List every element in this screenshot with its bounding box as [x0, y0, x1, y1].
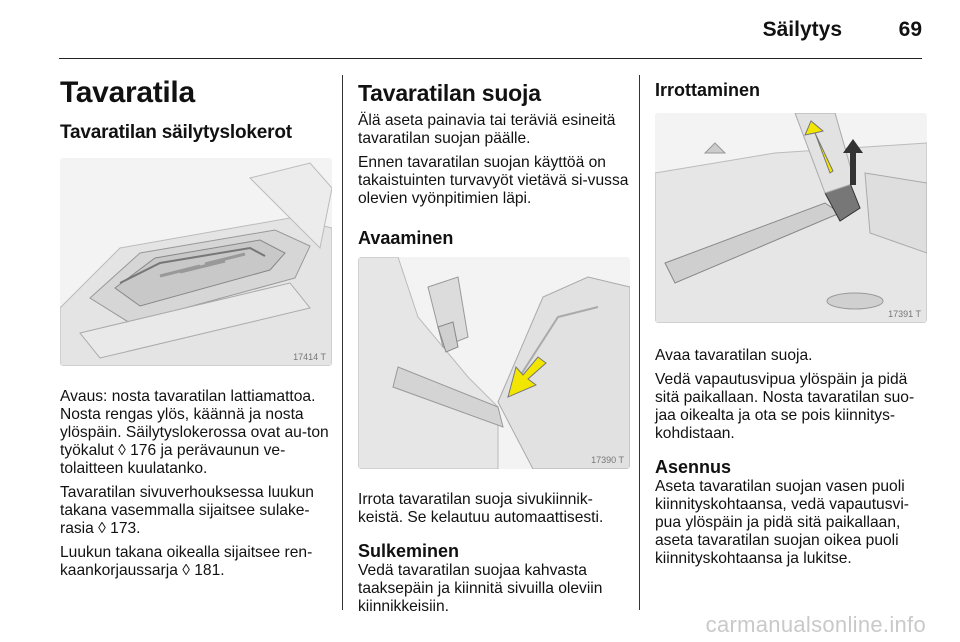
storage-compartment-illustration: [60, 158, 332, 366]
figure-code: 17414 T: [293, 352, 326, 362]
figure-code: 17391 T: [888, 309, 921, 319]
column-divider-2: [639, 75, 640, 610]
cover-heading: Tavaratilan suoja: [358, 80, 541, 106]
paragraph: Irrota tavaratilan suoja sivukiinnik-keistä. Se kelautuu automaattisesti.: [358, 491, 604, 526]
paragraph: Luukun takana oikealla sijaitsee ren-kaankorjaussarja ◊ 181.: [60, 544, 313, 579]
cover-release-illustration: [358, 257, 630, 469]
cover-removal-illustration: [655, 113, 927, 323]
paragraph: Älä aseta painavia tai teräviä esineitä tavaratilan suojan päälle.: [358, 112, 616, 147]
page-number: 69: [898, 18, 922, 41]
column-divider-1: [342, 75, 343, 610]
main-heading: Tavaratila: [60, 76, 195, 109]
figure-code: 17390 T: [591, 455, 624, 465]
column-1: [60, 68, 332, 586]
watermark: carmanualsonline.info: [705, 612, 926, 637]
section-title: Säilytys: [762, 18, 842, 41]
column-3: [655, 68, 927, 574]
storage-subheading: Tavaratilan säilytyslokerot: [60, 122, 292, 143]
page-header: [0, 0, 960, 62]
paragraph: Ennen tavaratilan suojan käyttöä on takaistuinten turvavyöt vietävä si-vussa olevien vyönpitimien läpi.: [358, 154, 629, 207]
header-rule: [59, 58, 922, 59]
column-2: [358, 68, 630, 622]
paragraph: Tavaratilan sivuverhouksessa luukun takana vasemmalla sijaitsee sulake-rasia ◊ 173.: [60, 484, 314, 537]
open-heading: Avaaminen: [358, 228, 454, 248]
paragraph: Avaa tavaratilan suoja.: [655, 347, 813, 364]
paragraph: Aseta tavaratilan suojan vasen puoli kiinnityskohtaansa, vedä vapautusvi-pua ylöspäin ja pidä sitä paikallaan, aseta tavaratilan suojan oikea puoli kiinnityskohtaansa ja lukitse.: [655, 478, 909, 567]
close-heading: Sulkeminen: [358, 541, 460, 561]
paragraph: Avaus: nosta tavaratilan lattiamattoa. Nosta rengas ylös, käännä ja nosta ylöspäin. Säilytyslokerossa ovat au-ton työkalut ◊ 176 ja perävaunun ve-tolaitteen kuulatanko.: [60, 388, 329, 477]
install-heading: Asennus: [655, 457, 732, 477]
paragraph: Vedä vapautusvipua ylöspäin ja pidä sitä paikallaan. Nosta tavaratilan suo-jaa oikealta ja ota se pois kiinnitys-kohdistaan.: [655, 371, 915, 442]
remove-heading: Irrottaminen: [655, 80, 761, 100]
paragraph: Vedä tavaratilan suojaa kahvasta taaksepäin ja kiinnitä sivuilla oleviin kiinnikkeisiin.: [358, 562, 603, 615]
